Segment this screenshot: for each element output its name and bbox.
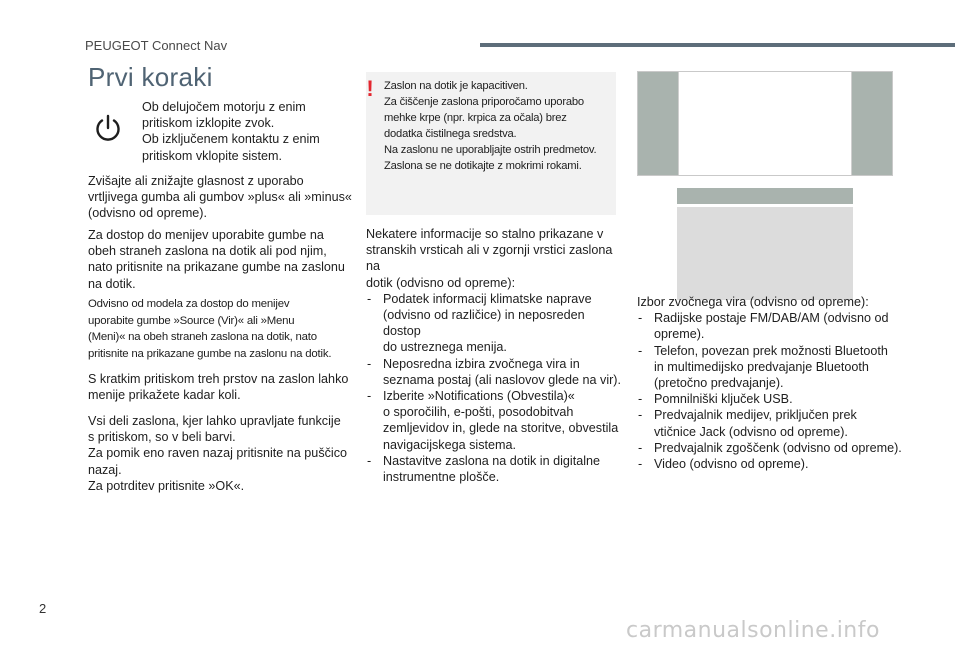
- list-item: - Radijske postaje FM/DAB/AM (odvisno od opreme).: [637, 310, 907, 342]
- info-section: Nekatere informacije so stalno prikazane v stranskih vrsticah ali v zgornji vrstici zaslona na dotik (odvisno od opreme): - Podatek informacij klimatske naprave (odvisno od različice) in neposreden dostop do ustreznega menija. - Neposredna izbira zvočnega vira in seznama postaj (ali naslovov glede na vir). - Izberite »Notifications (Obvestila)« o sporočilih, e-pošti, posodobitvah zemljevidov in, glede na storitve, obvestila navigacijskega sistema. - Nastavitve zaslona na dotik in digitalne instrumentne plošče.: [366, 226, 622, 485]
- power-text: Ob delujočem motorju z enim pritiskom izklopite zvok. Ob izključenem kontaktu z enim pritiskom vklopite sistem.: [142, 100, 320, 163]
- volume-text: Zvišajte ali znižajte glasnost z uporabo vrtljivega gumba ali gumbov »plus« ali »minus« (odvisno od opreme).: [88, 174, 352, 221]
- warning-text: Zaslon na dotik je kapacitiven. Za čiščenje zaslona priporočamo uporabo mehke krpe (npr. krpica za očala) brez dodatka čistilnega sredstva. Na zaslonu ne uporabljajte ostrih predmetov. Zaslona se ne dotikajte z mokrimi rokami.: [384, 80, 597, 172]
- watermark: carmanualsonline.info: [626, 618, 880, 643]
- list-item: - Neposredna izbira zvočnega vira in seznama postaj (ali naslovov glede na vir).: [366, 356, 622, 388]
- menus-text: Za dostop do menijev uporabite gumbe na obeh straneh zaslona na dotik ali pod njim, nato pritisnite na prikazane gumbe na zaslonu na dotik.: [88, 228, 345, 291]
- list-item: - Pomnilniški ključek USB.: [637, 391, 907, 407]
- page-number: 2: [39, 601, 47, 616]
- navigation-text: Vsi deli zaslona, kjer lahko upravljate funkcije s pritiskom, so v beli barvi. Za pomik eno raven nazaj pritisnite na puščico nazaj. Za potrditev pritisnite »OK«.: [88, 414, 348, 493]
- list-item: - Nastavitve zaslona na dotik in digitalne instrumentne plošče.: [366, 453, 622, 485]
- list-item: - Predvajalnik zgoščenk (odvisno od opreme).: [637, 440, 907, 456]
- screen-illustration-wide: [637, 71, 893, 176]
- screen-illustration-small: [677, 188, 853, 300]
- page-title: Prvi koraki: [88, 62, 213, 92]
- list-item: - Video (odvisno od opreme).: [637, 456, 907, 472]
- model-text: Odvisno od modela za dostop do menijev uporabite gumbe »Source (Vir)« ali »Menu (Meni)« na obeh straneh zaslona na dotik, nato pritisnite na prikazane gumbe na zaslonu na dotik.: [88, 298, 332, 360]
- header-title: PEUGEOT Connect Nav: [85, 38, 228, 53]
- list-item: - Podatek informacij klimatske naprave (odvisno od različice) in neposreden dostop do ustreznega menija.: [366, 291, 622, 356]
- warning-icon: !: [366, 76, 374, 101]
- header-bar: [480, 43, 955, 47]
- audio-source-section: Izbor zvočnega vira (odvisno od opreme): - Radijske postaje FM/DAB/AM (odvisno od opreme). - Telefon, povezan prek možnosti Bluetooth in multimedijsko predvajanje Bluetooth (pretočno predvajanje). - Pomnilniški ključek USB. - Predvajalnik medijev, priključen prek vtičnice Jack (odvisno od opreme). - Predvajalnik zgoščenk (odvisno od opreme). - Video (odvisno od opreme).: [637, 294, 907, 472]
- power-icon: [92, 112, 124, 144]
- swipe-text: S kratkim pritiskom treh prstov na zaslon lahko menije prikažete kadar koli.: [88, 372, 349, 403]
- list-item: - Izberite »Notifications (Obvestila)« o sporočilih, e-pošti, posodobitvah zemljevidov in, glede na storitve, obvestila navigacijskega sistema.: [366, 388, 622, 453]
- list-item: - Telefon, povezan prek možnosti Bluetooth in multimedijsko predvajanje Bluetooth (pretočno predvajanje).: [637, 343, 907, 392]
- list-item: - Predvajalnik medijev, priključen prek vtičnice Jack (odvisno od opreme).: [637, 407, 907, 439]
